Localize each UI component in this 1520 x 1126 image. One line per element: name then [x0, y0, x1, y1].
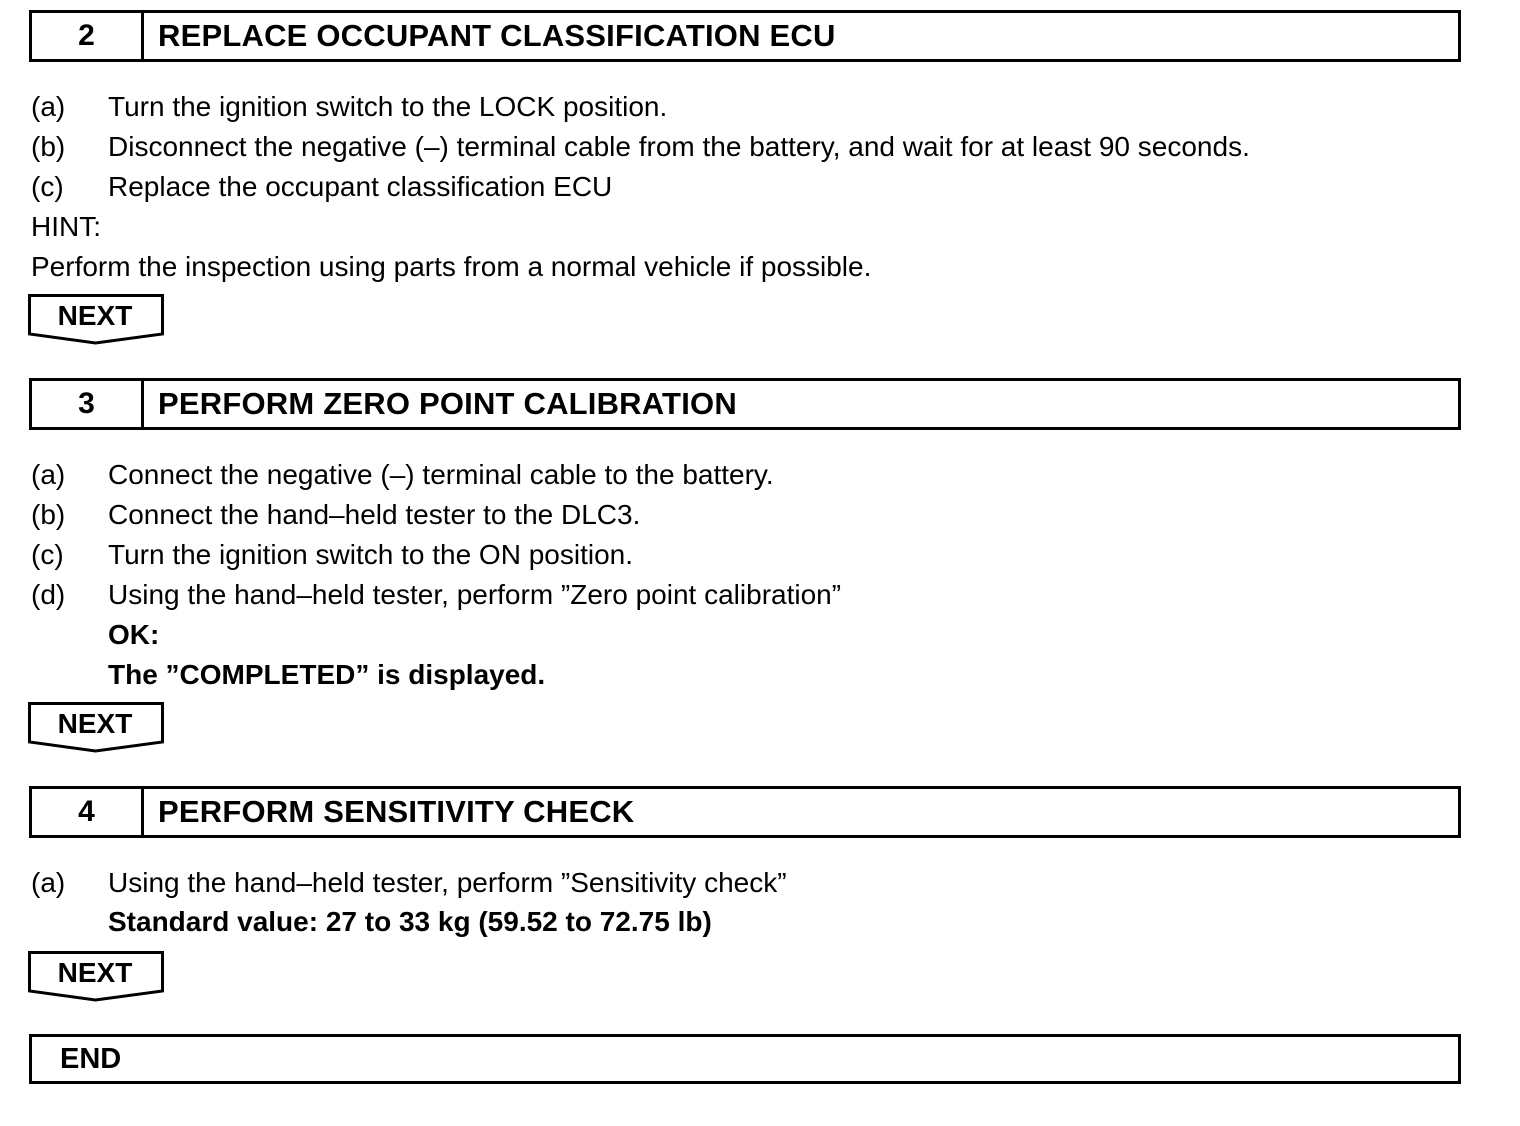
end-label: END	[60, 1042, 122, 1075]
next-button-step-3[interactable]	[28, 702, 166, 754]
item-text: Using the hand–held tester, perform ”Sensitivity check”	[108, 867, 787, 898]
step-3-item-a	[31, 455, 774, 495]
item-label: (a)	[31, 459, 66, 490]
step-4-header	[29, 786, 1461, 838]
item-text: Disconnect the negative (–) terminal cable from the battery, and wait for at least 90 seconds.	[108, 131, 1250, 162]
next-button-label: NEXT	[57, 957, 133, 988]
step-4-item-a	[31, 863, 787, 903]
item-text: Connect the negative (–) terminal cable to the battery.	[108, 459, 774, 490]
step-3-item-b	[31, 495, 640, 535]
item-label: (a)	[31, 867, 66, 898]
item-label: (c)	[31, 171, 64, 202]
hint-text: Perform the inspection using parts from a normal vehicle if possible.	[31, 251, 872, 282]
item-text: Turn the ignition switch to the LOCK position.	[108, 91, 668, 122]
item-label: (c)	[31, 539, 64, 570]
hint-label: HINT:	[31, 211, 101, 242]
item-text: Replace the occupant classification ECU	[108, 171, 613, 202]
step-4-title: PERFORM SENSITIVITY CHECK	[158, 794, 635, 829]
ok-label: OK:	[108, 619, 160, 650]
item-text: Using the hand–held tester, perform ”Zero point calibration”	[108, 579, 842, 610]
step-3-title: PERFORM ZERO POINT CALIBRATION	[158, 386, 737, 421]
next-button-step-4[interactable]	[28, 951, 166, 1003]
step-3-header	[29, 378, 1461, 430]
step-2-title: REPLACE OCCUPANT CLASSIFICATION ECU	[158, 18, 836, 53]
next-button-label: NEXT	[57, 708, 133, 739]
item-label: (b)	[31, 499, 66, 530]
item-text: Turn the ignition switch to the ON position.	[108, 539, 633, 570]
standard-value-text: Standard value: 27 to 33 kg (59.52 to 72.75 lb)	[108, 906, 712, 937]
step-2-number: 2	[32, 13, 144, 59]
step-3-number: 3	[32, 381, 144, 427]
next-button-label: NEXT	[57, 300, 133, 331]
step-4-number: 4	[32, 789, 144, 835]
step-2-item-b	[31, 127, 1250, 167]
step-2-item-c	[31, 167, 612, 207]
end-box	[29, 1034, 1461, 1084]
next-button-step-2[interactable]	[28, 294, 166, 346]
step-2-header	[29, 10, 1461, 62]
step-3-item-c	[31, 535, 633, 575]
item-text: Connect the hand–held tester to the DLC3.	[108, 499, 641, 530]
item-label: (a)	[31, 91, 66, 122]
step-3-item-d	[31, 575, 841, 615]
ok-text: The ”COMPLETED” is displayed.	[108, 659, 546, 690]
item-label: (d)	[31, 579, 66, 610]
item-label: (b)	[31, 131, 66, 162]
step-2-item-a	[31, 87, 667, 127]
